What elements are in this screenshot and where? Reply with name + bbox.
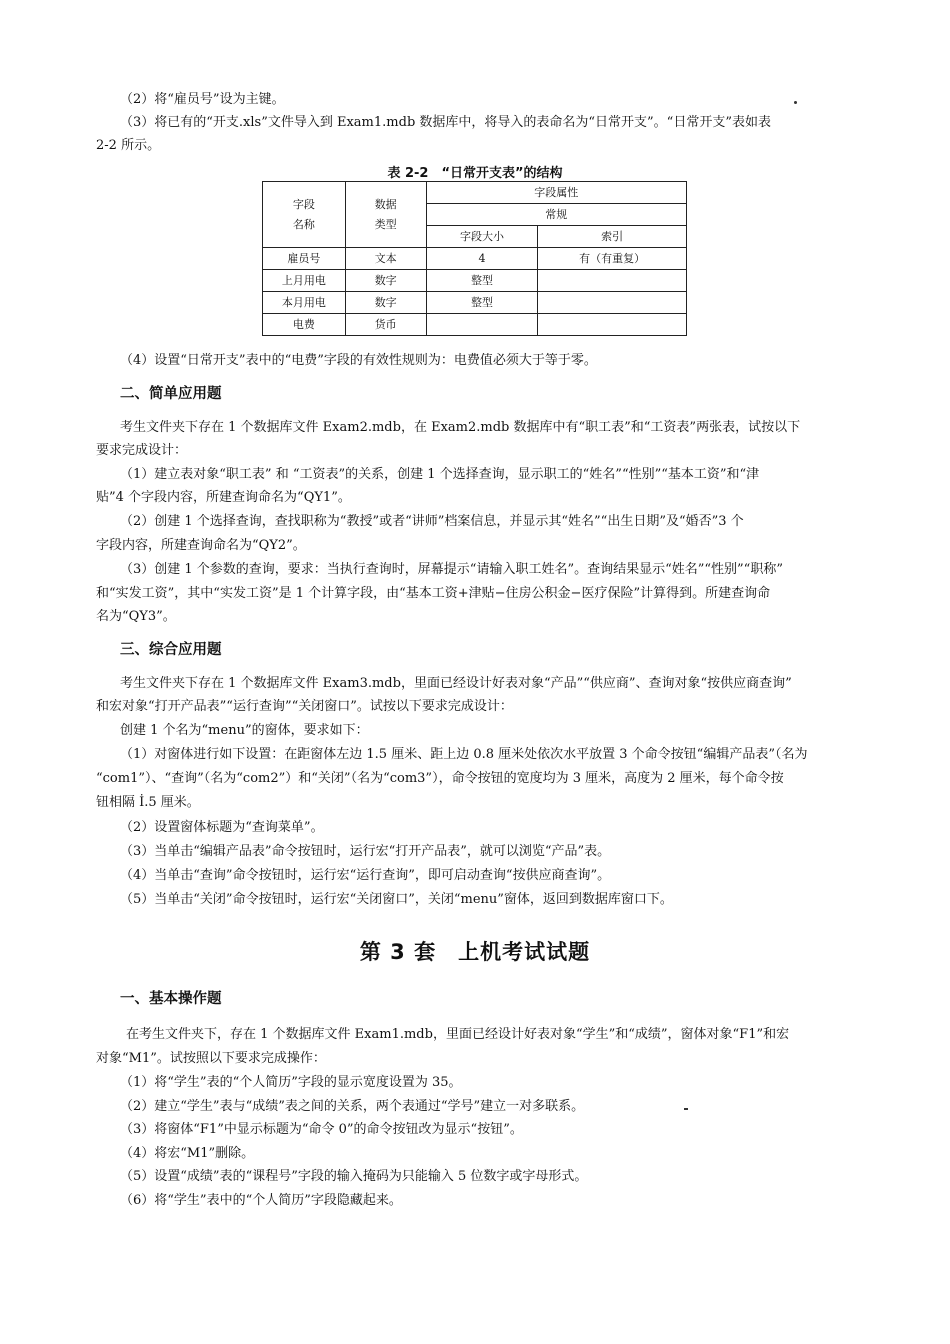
section-3-line: （2）设置窗体标题为“查询菜单”。 xyxy=(120,820,324,835)
cell-size: 整型 xyxy=(426,292,538,314)
section-2-line: 要求完成设计： xyxy=(96,443,188,458)
section-3-line: （3）当单击“编辑产品表”命令按钮时，运行宏“打开产品表”，就可以浏览“产品”表。 xyxy=(120,844,611,859)
cell-index xyxy=(538,292,687,314)
table-row xyxy=(263,314,687,336)
cell-size xyxy=(426,314,538,336)
set-3-line: （3）将窗体“F1”中显示标题为“命令 0”的命令按钮改为显示“按钮”。 xyxy=(120,1122,523,1137)
item-3-import-cont: 2-2 所示。 xyxy=(96,138,161,153)
item-4-validation: （4）设置“日常开支”表中的“电费”字段的有效性规则为：电费值必须大于等于零。 xyxy=(120,353,597,368)
section-3-line: （5）当单击“关闭”命令按钮时，运行宏“关闭窗口”，关闭“menu”窗体，返回到数据库窗口下。 xyxy=(120,892,673,907)
table-row xyxy=(263,292,687,314)
scan-speck xyxy=(794,101,797,104)
section-2-line: （1）建立表对象“职工表” 和 “工资表”的关系，创建 1 个选择查询，显示职工的“姓名”“性别”“基本工资”和“津 xyxy=(120,467,760,482)
set-3-title: 第 3 套 上机考试试题 xyxy=(359,940,591,964)
cell-name: 雇员号 xyxy=(263,248,346,270)
header-field-name: 字段 名称 xyxy=(263,182,346,248)
section-2-heading: 二、简单应用题 xyxy=(120,386,222,402)
cell-type: 数字 xyxy=(345,270,426,292)
cell-name: 上月用电 xyxy=(263,270,346,292)
cell-index xyxy=(538,314,687,336)
section-3-line: 钮相隔 İ.5 厘米。 xyxy=(96,795,200,810)
item-2-primary-key: （2）将“雇员号”设为主键。 xyxy=(120,92,285,107)
section-3-line: 创建 1 个名为“menu”的窗体，要求如下： xyxy=(120,723,369,738)
cell-index xyxy=(538,270,687,292)
table-row xyxy=(263,248,687,270)
set-3-line: （1）将“学生”表的“个人简历”字段的显示宽度设置为 35。 xyxy=(120,1075,462,1090)
cell-size: 整型 xyxy=(426,270,538,292)
spec-table xyxy=(262,181,687,336)
section-2-line: （3）创建 1 个参数的查询，要求：当执行查询时，屏幕提示“请输入职工姓名”。查询结果显示“姓名”“性别”“职称” xyxy=(120,562,783,577)
cell-type: 货币 xyxy=(345,314,426,336)
section-3-heading: 三、综合应用题 xyxy=(120,642,222,658)
set-3-line: （6）将“学生”表中的“个人简历”字段隐藏起来。 xyxy=(120,1193,402,1208)
section-2-line: 考生文件夹下存在 1 个数据库文件 Exam2.mdb，在 Exam2.mdb 数据库中有“职工表”和“工资表”两张表，试按以下 xyxy=(120,420,801,435)
set-3-line: 对象“M1”。试按照以下要求完成操作： xyxy=(96,1051,326,1066)
section-2-line: （2）创建 1 个选择查询，查找职称为“教授”或者“讲师”档案信息，并显示其“姓名”“出生日期”及“婚否”3 个 xyxy=(120,514,744,529)
section-2-line: 字段内容，所建查询命名为“QY2”。 xyxy=(96,538,306,553)
section-2-line: 和“实发工资”，其中“实发工资”是 1 个计算字段，由“基本工资+津贴−住房公积金−医疗保险”计算得到。所建查询命 xyxy=(96,586,771,601)
cell-size: 4 xyxy=(426,248,538,270)
section-3-line: （4）当单击“查询”命令按钮时，运行宏“运行查询”，即可启动查询“按供应商查询”。 xyxy=(120,868,611,883)
set-3-heading: 一、基本操作题 xyxy=(120,991,222,1007)
header-data-type: 数据 类型 xyxy=(345,182,426,248)
cell-name: 电费 xyxy=(263,314,346,336)
header-field-props: 字段属性 xyxy=(426,182,686,204)
section-2-line: 贴”4 个字段内容，所建查询命名为“QY1”。 xyxy=(96,490,351,505)
item-3-import: （3）将已有的“开支.xls”文件导入到 Exam1.mdb 数据库中，将导入的表命名为“日常开支”。“日常开支”表如表 xyxy=(120,115,771,130)
header-field-size: 字段大小 xyxy=(426,226,538,248)
scan-speck xyxy=(684,1108,688,1110)
cell-index: 有（有重复） xyxy=(538,248,687,270)
header-index: 索引 xyxy=(538,226,687,248)
section-3-line: 和宏对象“打开产品表”“运行查询”“关闭窗口”。试按以下要求完成设计： xyxy=(96,699,513,714)
table-row xyxy=(263,270,687,292)
section-3-line: （1）对窗体进行如下设置：在距窗体左边 1.5 厘米、距上边 0.8 厘米处依次水平放置 3 个命令按钮“编辑产品表”（名为 xyxy=(120,747,808,762)
set-3-line: （2）建立“学生”表与“成绩”表之间的关系，两个表通过“学号”建立一对多联系。 xyxy=(120,1099,585,1114)
set-3-line: 在考生文件夹下，存在 1 个数据库文件 Exam1.mdb，里面已经设计好表对象“学生”和“成绩”，窗体对象“F1”和宏 xyxy=(126,1027,790,1042)
section-3-line: 考生文件夹下存在 1 个数据库文件 Exam3.mdb，里面已经设计好表对象“产品”“供应商”、查询对象“按供应商查询” xyxy=(120,676,792,691)
set-3-line: （4）将宏“M1”删除。 xyxy=(120,1146,255,1161)
cell-name: 本月用电 xyxy=(263,292,346,314)
section-2-line: 名为“QY3”。 xyxy=(96,609,176,624)
table-caption: 表 2-2 “日常开支表”的结构 xyxy=(387,166,563,181)
cell-type: 数字 xyxy=(345,292,426,314)
cell-type: 文本 xyxy=(345,248,426,270)
section-3-line: “com1”）、“查询”（名为“com2”）和“关闭”（名为“com3”），命令按钮的宽度均为 3 厘米，高度为 2 厘米，每个命令按 xyxy=(96,771,784,786)
set-3-line: （5）设置“成绩”表的“课程号”字段的输入掩码为只能输入 5 位数字或字母形式。 xyxy=(120,1169,588,1184)
header-general: 常规 xyxy=(426,204,686,226)
